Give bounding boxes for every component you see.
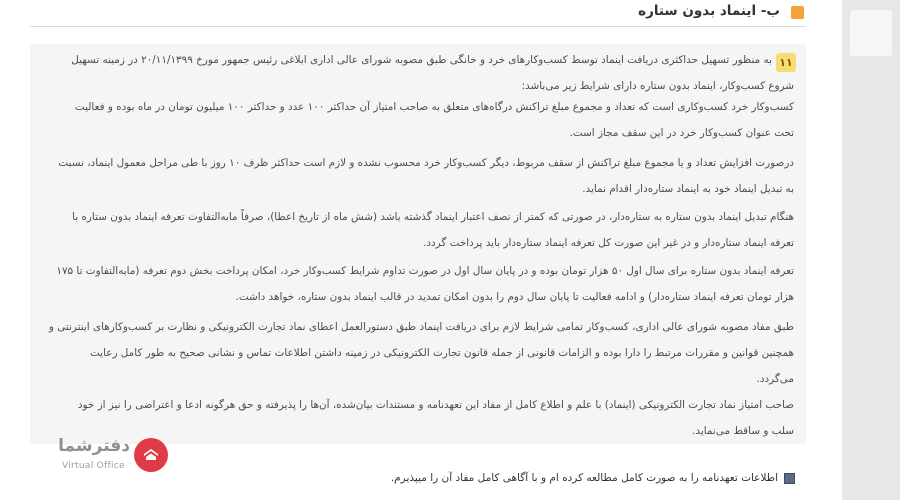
section-header [30,0,806,27]
terms-paragraph [46,150,794,202]
paragraph-line: می‌گردد. [756,373,794,385]
paragraph-line: هنگام تبدیل اینماد بدون ستاره به ستاره‌دار، در صورتی که کمتر از نصف اعتبار اینماد گذشته باشد (شش ماه از تاریخ اعطا)، صرفاً مابه‌التفاوت تعرفه اینماد بدون ستاره با [72,211,794,223]
terms-paragraph [46,314,794,392]
office-logo-icon [134,438,168,472]
terms-paragraph [46,47,794,99]
item-number-badge: ۱۱ [776,53,796,72]
terms-paragraph [46,94,794,146]
brand-logo [48,436,178,476]
paragraph-line: طبق مفاد مصوبه شورای عالی اداری، کسب‌وکار تمامی شرایط لازم برای دریافت اینماد طبق دستورالعمل اعطای نماد تجارت الکترونیکی و نظارت بر کسب‌وکارهای اینترنتی و [48,321,794,333]
paragraph-line: تعرفه اینماد ستاره‌دار و در غیر این صورت کل تعرفه اینماد ستاره‌دار باید پرداخت گردد. [423,237,794,249]
agreement-label: اطلاعات تعهدنامه را به صورت کامل مطالعه کرده ام و با آگاهی کامل مفاد آن را میپذیرم. [390,472,778,484]
paragraph-line: همچنین قوانین و مقررات مرتبط را دارا بوده و الزامات قانونی از جمله قانون تجارت الکترونیکی در زمینه داشتن اطلاعات تماس و نشانی صحیح به طور کامل رعایت [89,347,794,359]
agreement-checkbox[interactable] [784,473,795,484]
section-title: ب- اینماد بدون ستاره [638,3,780,19]
paragraph-line: به منظور تسهیل حداکثری دریافت اینماد توسط کسب‌وکارهای خرد و خانگی طبق مصوبه شورای عالی اداری ابلاغی رئیس جمهور مورخ ۲۰/۱۱/۱۳۹۹ در زمینه تسهیل [71,54,772,66]
terms-paragraph [46,204,794,256]
terms-paragraph [46,258,794,310]
side-panel [842,0,900,500]
paragraph-line: به تبدیل اینماد خود به اینماد ستاره‌دار اقدام نماید. [582,183,794,195]
side-panel-box [850,10,892,56]
paragraph-line: هزار تومان تعرفه اینماد ستاره‌دار) و ادامه فعالیت تا پایان سال دوم را بدون امکان تمدید در قالب اینماد بدون ستاره، خواهد داشت. [235,291,794,303]
paragraph-line: سلب و ساقط می‌نماید. [692,425,794,437]
paragraph-line: تعرفه اینماد بدون ستاره برای سال اول ۵۰ هزار تومان بوده و در پایان سال اول در صورت تداوم شرایط کسب‌وکار خرد، امکان پرداخت بخش دوم تعرفه (مابه‌التفاوت تا ۱۷۵ [56,265,794,277]
paragraph-line: درصورت افزایش تعداد و یا مجموع مبلغ تراکنش از سقف مربوط، دیگر کسب‌وکار خرد محسوب نشده و لازم است حداکثر ظرف ۱۰ روز با طی مراحل معمول اینماد، نسبت [58,157,794,169]
brand-logo-text: دفترشما [58,436,130,456]
paragraph-line: صاحب امتیاز نماد تجارت الکترونیکی (اینماد) با علم و اطلاع کامل از مفاد این تعهدنامه و مستندات بیان‌شده، آن‌ها را پذیرفته و حق هرگونه ادعا و اعتراضی را نیز از خود [77,399,794,411]
brand-logo-subtitle: Virtual Office [62,461,125,471]
paragraph-line: تحت عنوان کسب‌وکار خرد در این سقف مجاز است. [569,127,794,139]
section-marker-icon [791,6,804,19]
paragraph-line: شروع کسب‌وکار، اینماد بدون ستاره دارای شرایط زیر می‌باشد: [521,80,794,92]
paragraph-line: کسب‌وکار خرد کسب‌وکاری است که تعداد و مجموع مبلغ تراکنش درگاه‌های متعلق به صاحب امتیاز آن حداکثر ۱۰۰ عدد و حداکثر ۱۰۰ میلیون تومان در ماه بوده و فعالیت [74,101,794,113]
agreement-row[interactable] [391,472,795,484]
terms-content [30,44,806,444]
